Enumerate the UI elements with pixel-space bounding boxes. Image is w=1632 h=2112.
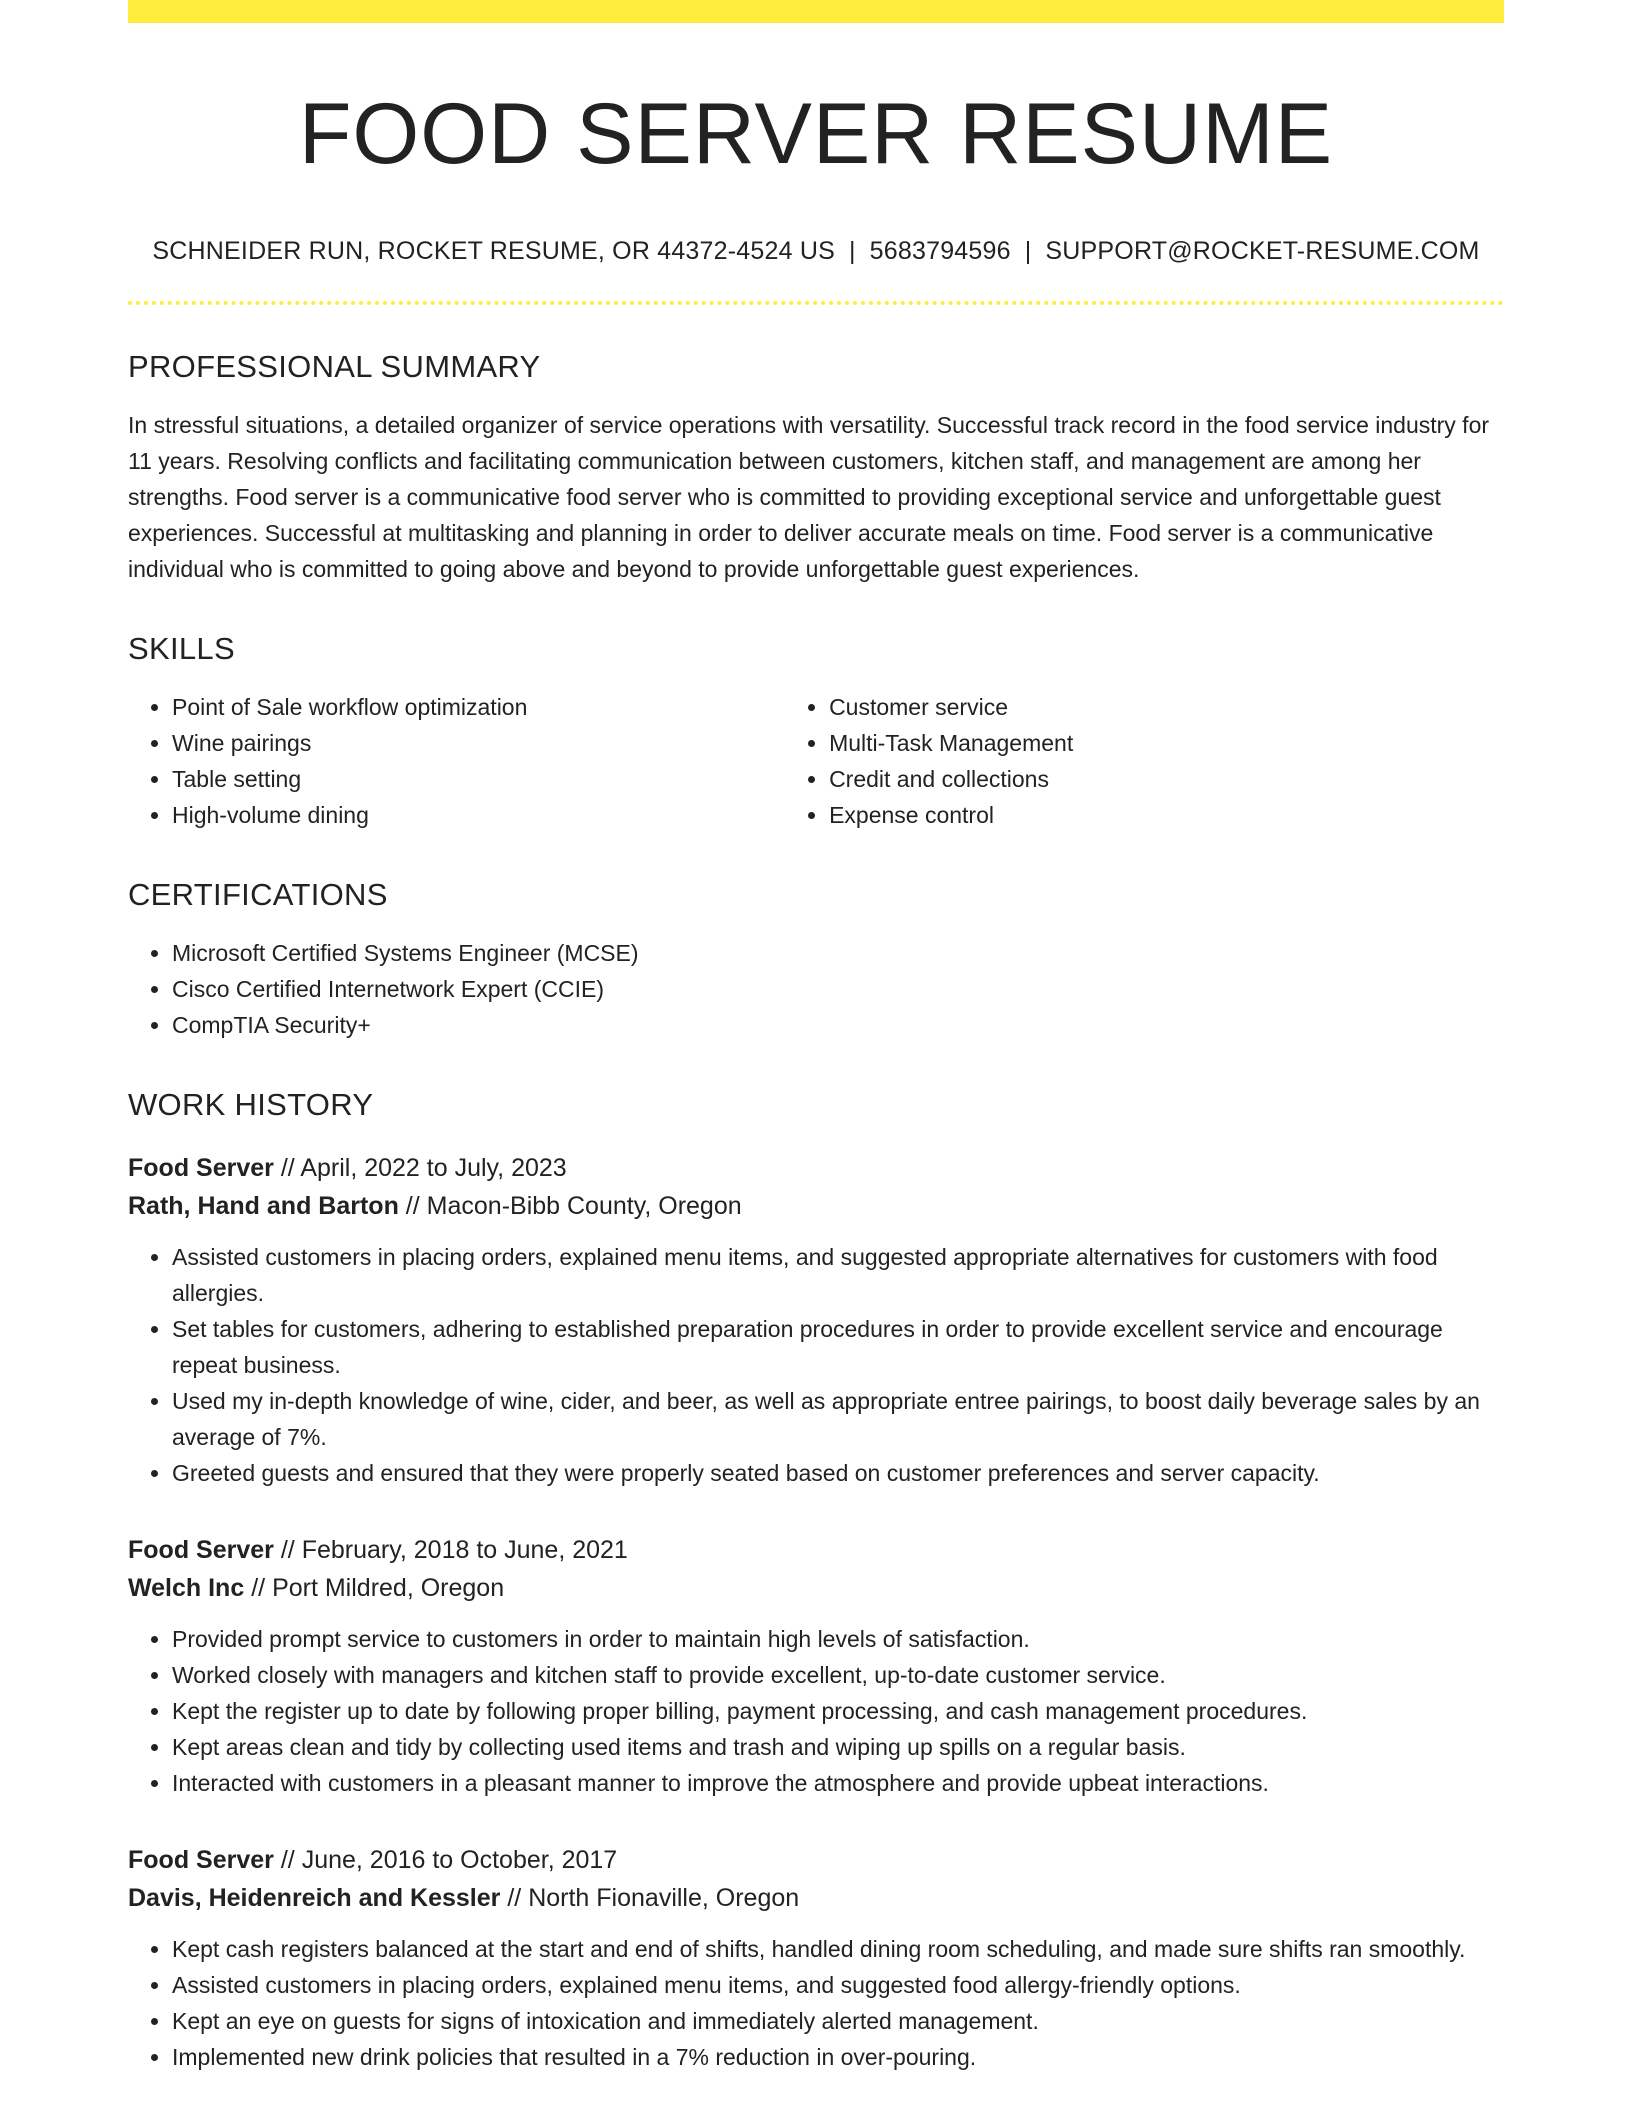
contact-address: SCHNEIDER RUN, ROCKET RESUME, OR 44372-4524 US xyxy=(152,236,835,265)
job-bullet: • Worked closely with managers and kitchen staff to provide excellent, up-to-date customer service. xyxy=(172,1657,1504,1693)
skills-heading: SKILLS xyxy=(128,630,235,666)
contact-separator: | xyxy=(848,236,856,265)
job-location: Macon-Bibb County, Oregon xyxy=(426,1192,742,1221)
skills-list-left xyxy=(128,689,785,833)
job-bullet: • Kept the register up to date by following proper billing, payment processing, and cash management procedures. xyxy=(172,1693,1504,1729)
job-title: Food Server xyxy=(128,1846,274,1875)
skill-item: • Wine pairings xyxy=(172,725,785,761)
job-bullet: • Greeted guests and ensured that they were properly seated based on customer preferences and server capacity. xyxy=(172,1455,1504,1491)
skill-item: • Point of Sale workflow optimization xyxy=(172,689,785,725)
job-company-line xyxy=(128,1879,1504,1917)
job-bullet: • Assisted customers in placing orders, explained menu items, and suggested food allergy-friendly options. xyxy=(172,1967,1504,2003)
job-company: Davis, Heidenreich and Kessler xyxy=(128,1884,501,1913)
job-location: Port Mildred, Oregon xyxy=(272,1574,505,1603)
job-company: Rath, Hand and Barton xyxy=(128,1192,399,1221)
contact-separator: | xyxy=(1024,236,1032,265)
job-bullet: • Set tables for customers, adhering to established preparation procedures in order to provide excellent service and encourage repeat business. xyxy=(172,1311,1504,1383)
job-bullet: • Implemented new drink policies that resulted in a 7% reduction in over-pouring. xyxy=(172,2039,1504,2075)
job-bullet: • Used my in-depth knowledge of wine, cider, and beer, as well as appropriate entree pairings, to boost daily beverage sales by an average of 7%. xyxy=(172,1383,1504,1455)
job-bullets xyxy=(128,1931,1504,2075)
job-entry xyxy=(128,1531,1504,1801)
job-separator: // xyxy=(405,1192,420,1221)
job-separator: // xyxy=(280,1154,295,1183)
job-entry xyxy=(128,1149,1504,1491)
job-separator: // xyxy=(280,1846,295,1875)
skills-grid xyxy=(128,689,1504,833)
certification-item: • CompTIA Security+ xyxy=(172,1007,1504,1043)
job-bullet: • Interacted with customers in a pleasant manner to improve the atmosphere and provide upbeat interactions. xyxy=(172,1765,1504,1801)
contact-email[interactable]: SUPPORT@ROCKET-RESUME.COM xyxy=(1045,236,1480,265)
job-bullet: • Assisted customers in placing orders, explained menu items, and suggested appropriate alternatives for customers with food allergies. xyxy=(172,1239,1504,1311)
job-title-line xyxy=(128,1149,1504,1187)
job-dates: April, 2022 to July, 2023 xyxy=(300,1154,567,1183)
job-title: Food Server xyxy=(128,1154,274,1183)
skills-list-right xyxy=(785,689,1504,833)
certification-item: • Microsoft Certified Systems Engineer (MCSE) xyxy=(172,935,1504,971)
dotted-divider xyxy=(128,301,1504,305)
summary-heading: PROFESSIONAL SUMMARY xyxy=(128,348,541,384)
resume-page xyxy=(128,0,1504,2075)
job-title-line xyxy=(128,1841,1504,1879)
skill-item: • Multi-Task Management xyxy=(829,725,1504,761)
job-bullet: • Kept cash registers balanced at the start and end of shifts, handled dining room scheduling, and made sure shifts ran smoothly. xyxy=(172,1931,1504,1967)
job-bullet: • Kept an eye on guests for signs of intoxication and immediately alerted management. xyxy=(172,2003,1504,2039)
certifications-heading: CERTIFICATIONS xyxy=(128,876,388,912)
certifications-list xyxy=(128,935,1504,1043)
job-separator: // xyxy=(280,1536,295,1565)
job-bullets xyxy=(128,1621,1504,1801)
job-bullet: • Kept areas clean and tidy by collecting used items and trash and wiping up spills on a regular basis. xyxy=(172,1729,1504,1765)
skill-item: • Table setting xyxy=(172,761,785,797)
job-company-line xyxy=(128,1569,1504,1607)
job-entry xyxy=(128,1841,1504,2075)
contact-phone: 5683794596 xyxy=(869,236,1011,265)
job-title-line xyxy=(128,1531,1504,1569)
job-separator: // xyxy=(251,1574,266,1603)
skill-item: • High-volume dining xyxy=(172,797,785,833)
skill-item: • Customer service xyxy=(829,689,1504,725)
job-title: Food Server xyxy=(128,1536,274,1565)
job-location: North Fionaville, Oregon xyxy=(528,1884,800,1913)
job-company: Welch Inc xyxy=(128,1574,245,1603)
accent-bar xyxy=(128,0,1504,23)
job-bullet: • Provided prompt service to customers in order to maintain high levels of satisfaction. xyxy=(172,1621,1504,1657)
job-bullets xyxy=(128,1239,1504,1491)
summary-text: In stressful situations, a detailed organizer of service operations with versatility. Successful track record in the food service industry for 11 years. Resolving conflicts and facilitating communication between customers, kitchen staff, and management are among her strengths. Food server is a communicative food server who is committed to providing exceptional service and unforgettable guest experiences. Successful at multitasking and planning in order to deliver accurate meals on time. Food server is a communicative individual who is committed to going above and beyond to provide unforgettable guest experiences. xyxy=(128,411,1490,582)
skill-item: • Expense control xyxy=(829,797,1504,833)
job-separator: // xyxy=(507,1884,522,1913)
work-history-heading: WORK HISTORY xyxy=(128,1087,374,1123)
job-dates: June, 2016 to October, 2017 xyxy=(301,1846,618,1875)
job-company-line xyxy=(128,1187,1504,1225)
certification-item: • Cisco Certified Internetwork Expert (CCIE) xyxy=(172,971,1504,1007)
resume-title: FOOD SERVER RESUME xyxy=(298,86,1334,182)
job-dates: February, 2018 to June, 2021 xyxy=(301,1536,628,1565)
skill-item: • Credit and collections xyxy=(829,761,1504,797)
contact-line xyxy=(128,237,1504,266)
